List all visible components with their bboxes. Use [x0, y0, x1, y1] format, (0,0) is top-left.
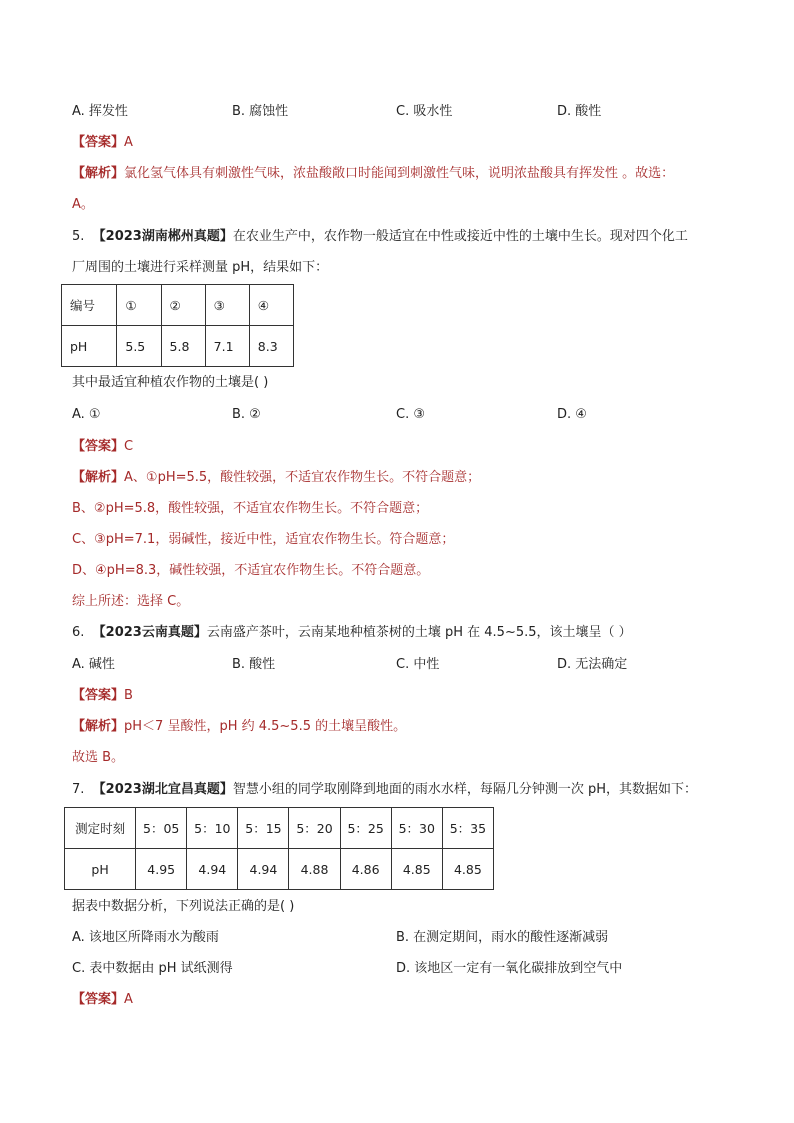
table-cell: 4.86	[340, 849, 391, 890]
q5-stem-cont: 厂周围的土壤进行采样测量 pH，结果如下：	[72, 260, 329, 275]
question-source: 【2023湖北宜昌真题】	[92, 782, 233, 797]
table-cell: 5：15	[238, 808, 289, 849]
q7-ph-table	[64, 807, 494, 890]
analysis-text: 氯化氢气体具有刺激性气味，浓盐酸敞口时能闻到刺激性气味，说明浓盐酸具有挥发性 。故选：	[124, 166, 675, 181]
table-cell: 测定时刻	[65, 808, 136, 849]
q6-answer	[72, 687, 133, 705]
table-cell: ③	[205, 285, 249, 326]
table-cell: 5：05	[136, 808, 187, 849]
q5-analysis-b: B、②pH=5.8，酸性较强，不适宜农作物生长。不符合题意；	[72, 501, 429, 516]
table-cell: 8.3	[249, 326, 293, 367]
table-cell: 4.85	[391, 849, 442, 890]
table-cell: 5：35	[442, 808, 493, 849]
q5-analysis-d: D、④pH=8.3，碱性较强，不适宜农作物生长。不符合题意。	[72, 563, 430, 578]
table-row	[62, 285, 294, 326]
q5-option-d: D. ④	[557, 407, 587, 422]
q6-option-b: B. 酸性	[232, 657, 276, 672]
q7-option-c: C. 表中数据由 pH 试纸测得	[72, 961, 233, 976]
table-cell: 5：10	[187, 808, 238, 849]
q6-conclusion: 故选 B。	[72, 750, 125, 765]
q5-option-a: A. ①	[72, 407, 101, 422]
answer-tag: 【答案】	[72, 992, 125, 1007]
analysis-text: A、①pH=5.5，酸性较强，不适宜农作物生长。不符合题意；	[124, 470, 481, 485]
answer-tag: 【答案】	[72, 135, 125, 150]
question-number: 5.	[72, 229, 85, 244]
table-cell: 编号	[62, 285, 117, 326]
question-number: 7.	[72, 782, 85, 797]
answer-value: A	[124, 135, 133, 150]
q5-question: 其中最适宜种植农作物的土壤是( )	[72, 375, 269, 390]
q5-answer	[72, 438, 133, 456]
table-cell: 4.95	[136, 849, 187, 890]
table-cell: 4.88	[289, 849, 340, 890]
q6-stem	[72, 624, 632, 642]
answer-value: A	[124, 992, 133, 1007]
q4-option-a: A. 挥发性	[72, 104, 128, 119]
question-source: 【2023湖南郴州真题】	[92, 229, 233, 244]
table-row	[65, 849, 494, 890]
table-cell: 5.5	[117, 326, 161, 367]
q7-option-a: A. 该地区所降雨水为酸雨	[72, 930, 219, 945]
q4-option-d: D. 酸性	[557, 104, 602, 119]
table-row	[65, 808, 494, 849]
q7-option-b: B. 在测定期间，雨水的酸性逐渐减弱	[396, 930, 609, 945]
q5-summary: 综上所述：选择 C。	[72, 594, 190, 609]
table-cell: ④	[249, 285, 293, 326]
table-cell: 5.8	[161, 326, 205, 367]
q5-option-b: B. ②	[232, 407, 261, 422]
q4-analysis-cont: A。	[72, 197, 94, 212]
q7-stem	[72, 781, 697, 799]
q6-analysis	[72, 718, 406, 736]
q4-answer	[72, 134, 133, 152]
question-source: 【2023云南真题】	[92, 625, 207, 640]
table-cell: 5：20	[289, 808, 340, 849]
answer-tag: 【答案】	[72, 439, 125, 454]
q7-option-d: D. 该地区一定有一氧化碳排放到空气中	[396, 961, 623, 976]
answer-value: C	[124, 439, 134, 454]
q5-stem	[72, 228, 688, 246]
q5-analysis-c: C、③pH=7.1，弱碱性，接近中性，适宜农作物生长。符合题意；	[72, 532, 455, 547]
question-number: 6.	[72, 625, 85, 640]
question-text: 云南盛产茶叶，云南某地种植茶树的土壤 pH 在 4.5~5.5，该土壤呈（ ）	[206, 625, 632, 640]
q4-option-c: C. 吸水性	[396, 104, 453, 119]
table-cell: 4.94	[238, 849, 289, 890]
q5-ph-table	[61, 284, 294, 367]
table-cell: 4.85	[442, 849, 493, 890]
q6-option-a: A. 碱性	[72, 657, 115, 672]
table-cell: ②	[161, 285, 205, 326]
analysis-text: pH＜7 呈酸性，pH 约 4.5~5.5 的土壤呈酸性。	[124, 719, 407, 734]
table-cell: ①	[117, 285, 161, 326]
answer-tag: 【答案】	[72, 688, 125, 703]
table-cell: pH	[65, 849, 136, 890]
q6-option-c: C. 中性	[396, 657, 440, 672]
answer-value: B	[124, 688, 133, 703]
q6-option-d: D. 无法确定	[557, 657, 628, 672]
table-cell: 7.1	[205, 326, 249, 367]
q5-analysis	[72, 469, 480, 487]
question-text: 智慧小组的同学取刚降到地面的雨水水样，每隔几分钟测一次 pH，其数据如下：	[232, 782, 698, 797]
q7-answer	[72, 991, 133, 1009]
analysis-tag: 【解析】	[72, 166, 125, 181]
table-cell: 4.94	[187, 849, 238, 890]
q5-option-c: C. ③	[396, 407, 425, 422]
table-cell: 5：30	[391, 808, 442, 849]
analysis-tag: 【解析】	[72, 470, 125, 485]
analysis-tag: 【解析】	[72, 719, 125, 734]
q4-option-b: B. 腐蚀性	[232, 104, 289, 119]
table-cell: 5：25	[340, 808, 391, 849]
q7-question: 据表中数据分析，下列说法正确的是( )	[72, 899, 295, 914]
table-cell: pH	[62, 326, 117, 367]
q4-analysis	[72, 165, 674, 183]
question-text: 在农业生产中，农作物一般适宜在中性或接近中性的土壤中生长。现对四个化工	[232, 229, 688, 244]
table-row	[62, 326, 294, 367]
